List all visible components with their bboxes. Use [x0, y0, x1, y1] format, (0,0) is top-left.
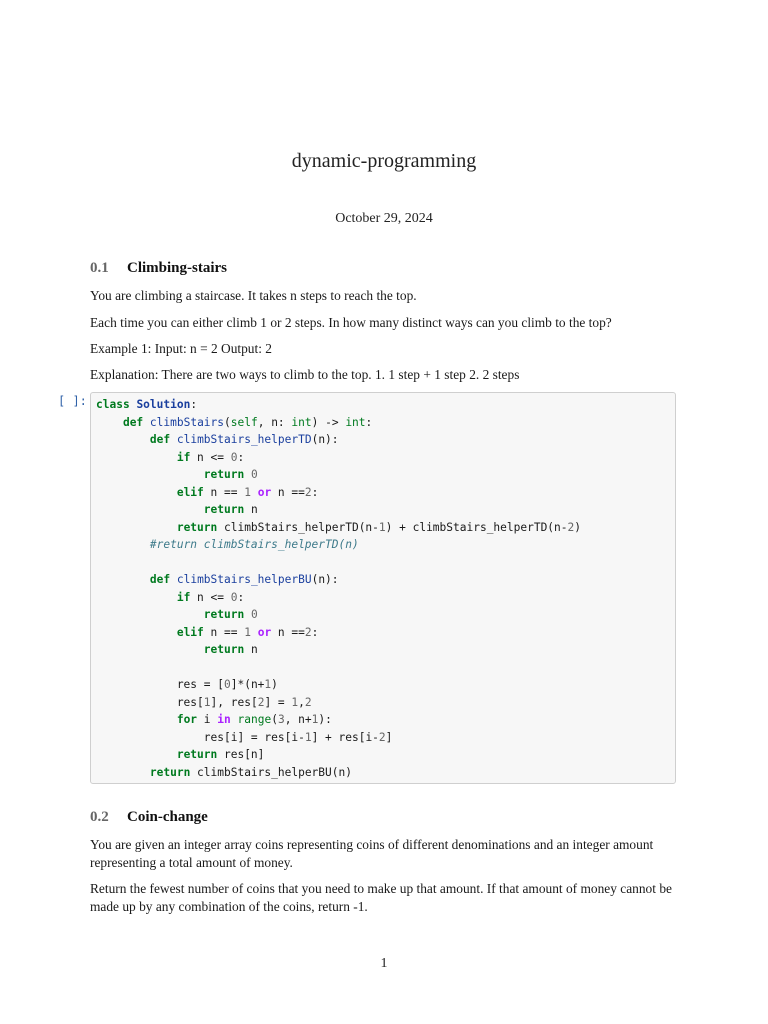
document-date: October 29, 2024: [335, 211, 433, 226]
paragraph: Each time you can either climb 1 or 2 steps. In how many distinct ways can you climb to the top?: [90, 315, 612, 330]
section-title: Coin-change: [127, 809, 208, 825]
section-number: 0.1: [90, 260, 109, 276]
cell-prompt: [ ]:: [58, 394, 87, 408]
document-title: dynamic-programming: [291, 150, 477, 172]
page-number: 1: [380, 956, 388, 971]
code-cell[interactable]: [90, 392, 676, 784]
paragraph: Explanation: There are two ways to climb to the top. 1. 1 step + 1 step 2. 2 steps: [90, 367, 520, 382]
section-heading-coin-change: [90, 809, 208, 826]
paragraph: Example 1: Input: n = 2 Output: 2: [90, 341, 272, 356]
section-heading-climbing-stairs: [90, 260, 227, 277]
paragraph: You are given an integer array coins representing coins of different denominations and an integer amount representing a total amount of money.: [90, 837, 654, 870]
section-title: Climbing-stairs: [127, 260, 228, 276]
paragraph: You are climbing a staircase. It takes n steps to reach the top.: [90, 288, 417, 303]
paragraph: Return the fewest number of coins that you need to make up that amount. If that amount of money cannot be made up by any combination of the coins, return -1.: [90, 881, 672, 914]
code-block: class Solution: def climbStairs(self, n: int) -> int: def climbStairs_helperTD(n): if n <= 0: return 0 elif n == 1 or n ==2: return n return climbStairs_helperTD(n-1) + climbStairs_helperTD(n-2) #return climbStairs_helperTD(n) def climbStairs_helperBU(n): if n <= 0: return 0 elif n == 1 or n ==2: return n res = [0]*(n+1) res[1], res[2] = 1,2 for i in range(3, n+1): res[i] = res[i-1] + res[i-2] return res[n] return climbStairs_helperBU(n): [96, 398, 582, 779]
section-number: 0.2: [90, 809, 109, 825]
